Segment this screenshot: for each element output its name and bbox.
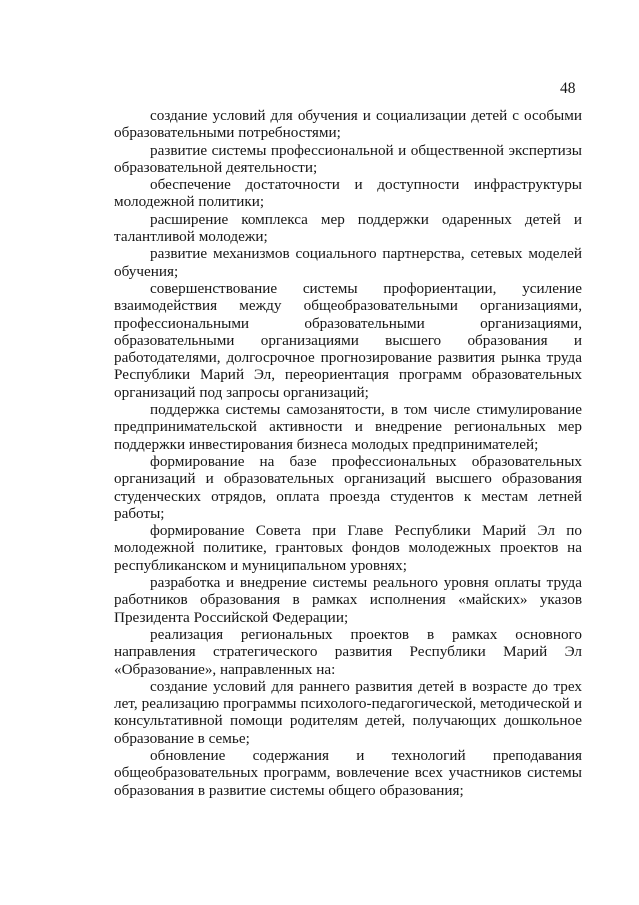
- paragraph-5: развитие механизмов социального партнерства, сетевых моделей обучения;: [114, 245, 582, 280]
- paragraph-11: реализация региональных проектов в рамках основного направления стратегического развития Республики Марий Эл «Образование», направленных на:: [114, 625, 582, 678]
- paragraph-6: совершенствование системы профориентации, усиление взаимодействия между общеобразовательными организациями, профессиональными образовательными организациями, образовательными организациями высшего образования и работодателями, долгосрочное прогнозирование развития рынка труда Республики Марий Эл, переориентация программ образовательных организаций под запросы организаций;: [114, 279, 582, 401]
- paragraph-4: расширение комплекса мер поддержки одаренных детей и талантливой молодежи;: [114, 210, 582, 246]
- paragraph-1: создание условий для обучения и социализации детей с особыми образовательными потребностями;: [114, 107, 582, 142]
- paragraph-9: формирование Совета при Главе Республики Марий Эл по молодежной политике, грантовых фондов молодежных проектов на республиканском и муниципальном уровнях;: [114, 522, 582, 574]
- paragraph-2: развитие системы профессиональной и общественной экспертизы образовательной деятельности;: [114, 141, 582, 176]
- page-number: 48: [560, 80, 576, 97]
- paragraph-3: обеспечение достаточности и доступности инфраструктуры молодежной политики;: [114, 176, 582, 211]
- paragraph-13: обновление содержания и технологий преподавания общеобразовательных программ, вовлечение всех участников системы образования в развитие системы общего образования;: [114, 746, 582, 799]
- paragraph-12: создание условий для раннего развития детей в возрасте до трех лет, реализацию программы психолого-педагогической, методической и консультативной помощи родителям детей, получающих дошкольное образование в семье;: [114, 677, 582, 747]
- body-text: [114, 107, 582, 799]
- paragraph-8: формирование на базе профессиональных образовательных организаций и образовательных организаций высшего образования студенческих отрядов, оплата проезда студентов к местам летней работы;: [114, 452, 582, 522]
- paragraph-7: поддержка системы самозанятости, в том числе стимулирование предпринимательской активности и внедрение региональных мер поддержки инвестирования бизнеса молодых предпринимателей;: [114, 401, 582, 453]
- paragraph-10: разработка и внедрение системы реального уровня оплаты труда работников образования в рамках исполнения «майских» указов Президента Российской Федерации;: [114, 574, 582, 626]
